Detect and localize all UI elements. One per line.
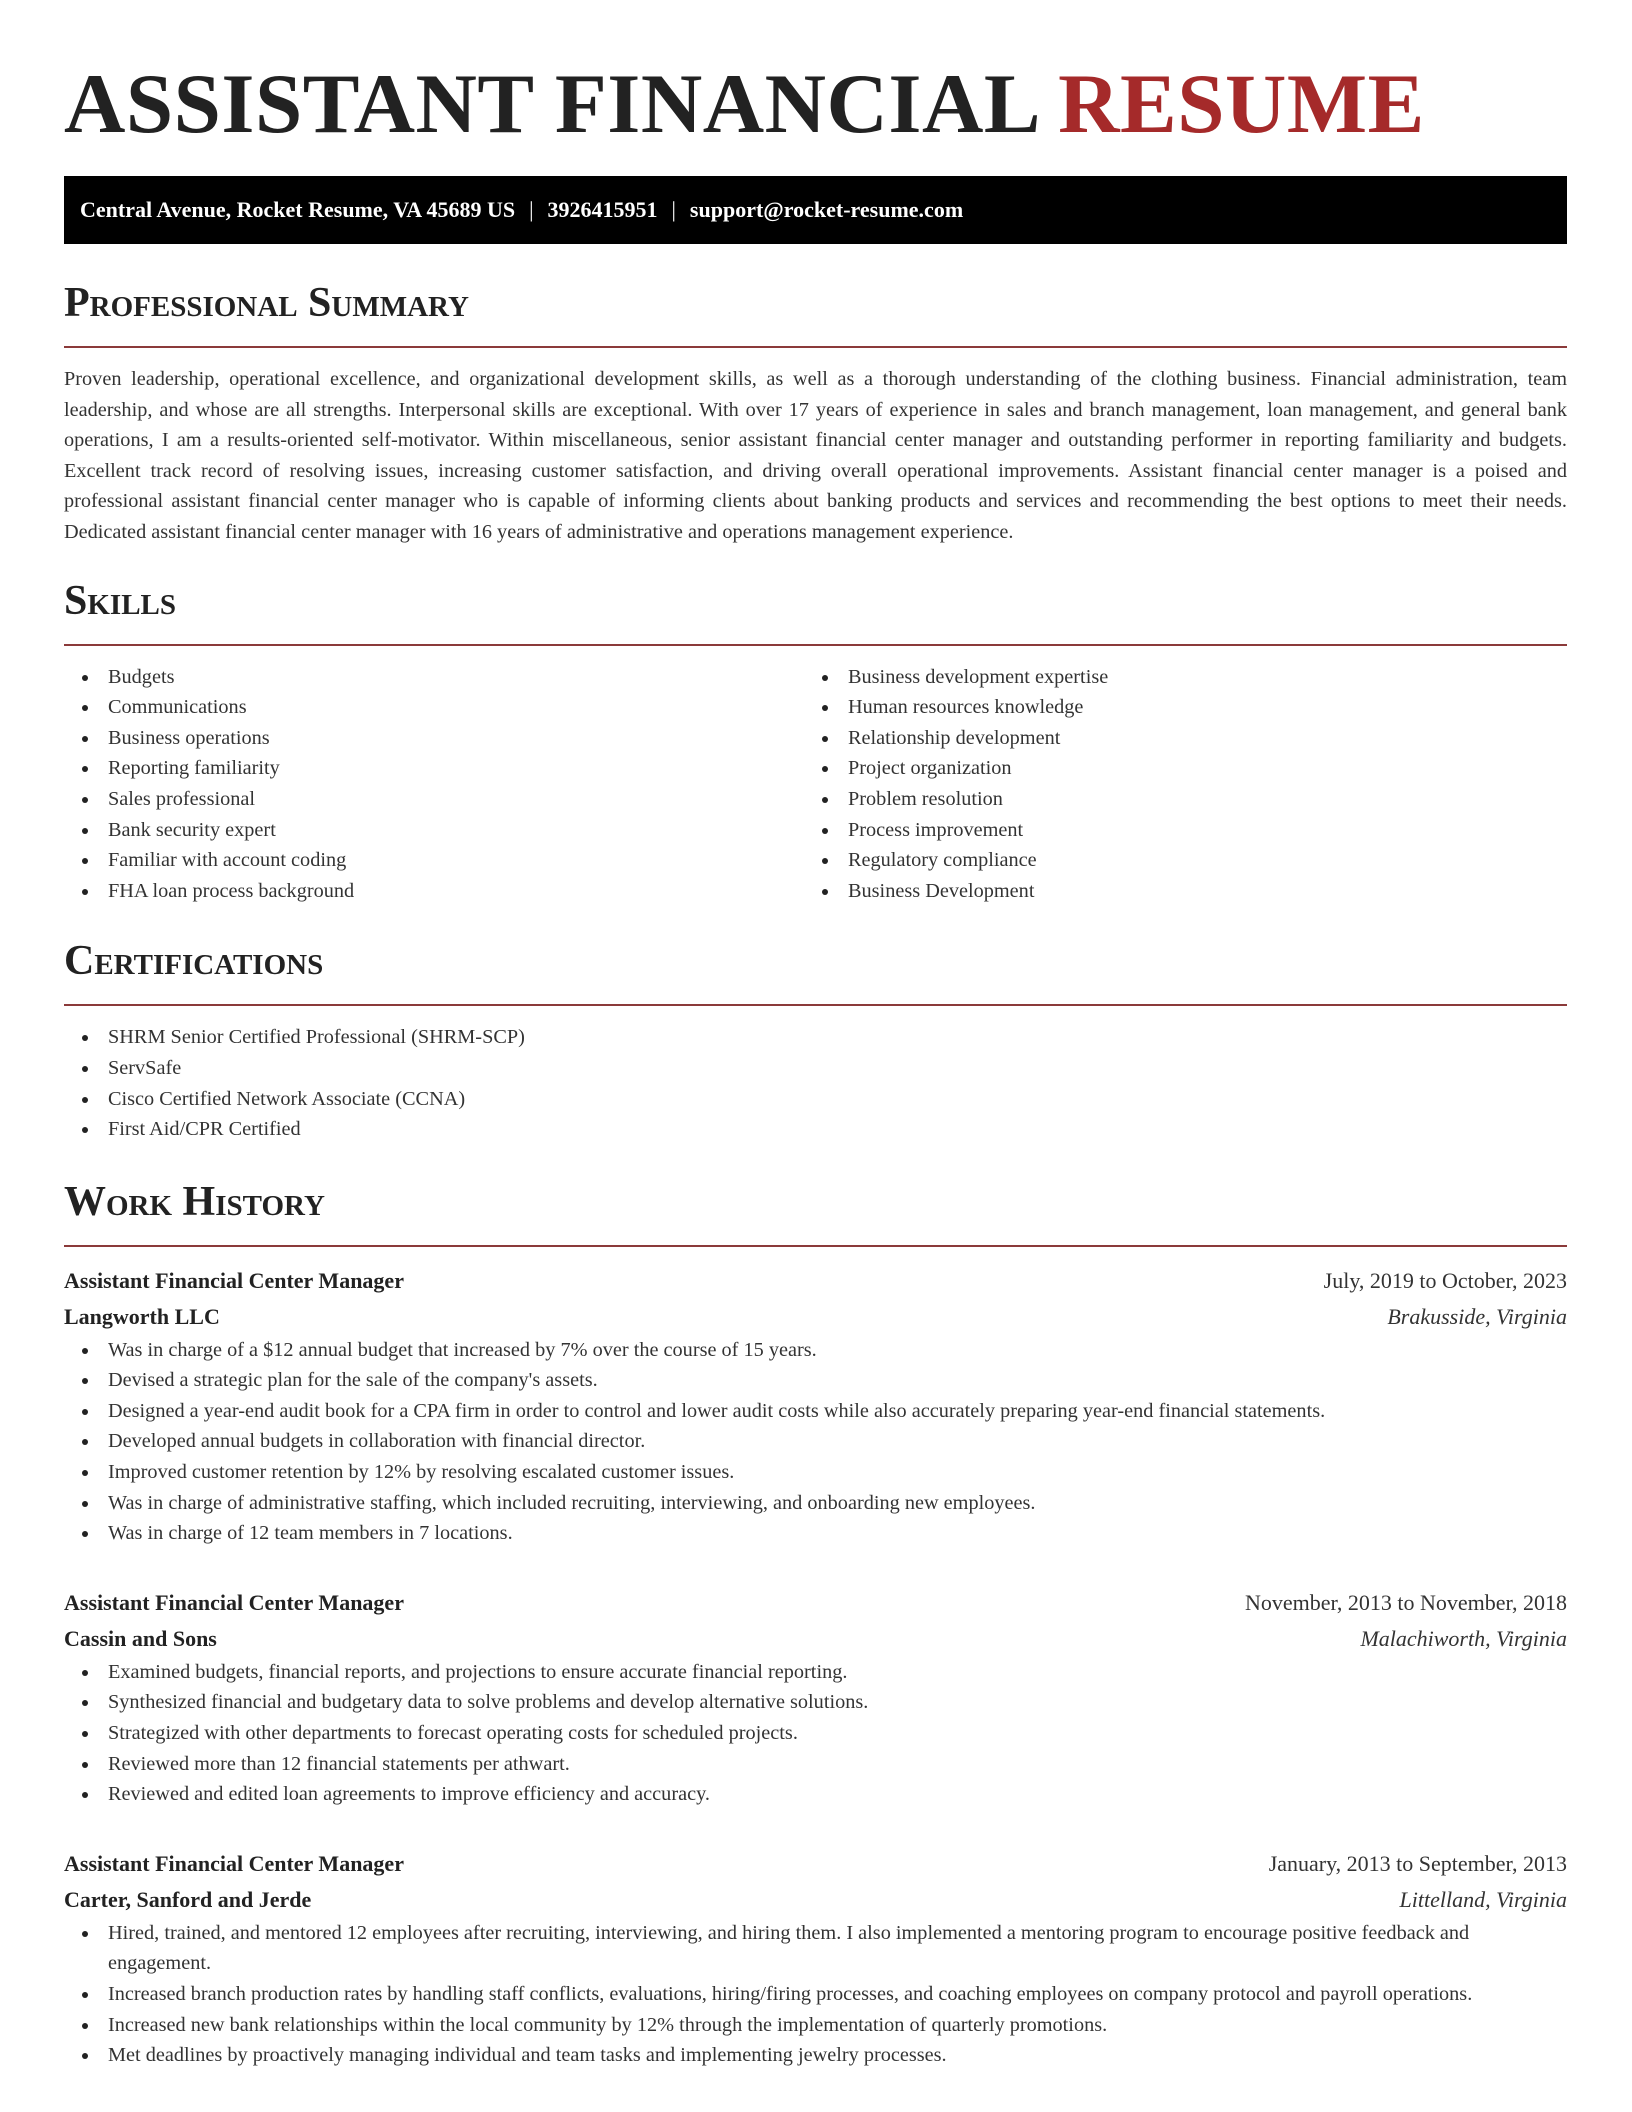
resume-page: [64, 0, 1567, 2071]
job-entry: [64, 1846, 1567, 2071]
job-bullet: Reviewed and edited loan agreements to improve efficiency and accuracy.: [108, 1779, 1567, 1810]
summary-section: [64, 278, 1567, 548]
certification-item: SHRM Senior Certified Professional (SHRM-SCP): [108, 1022, 1567, 1053]
section-heading-certifications: Certifications: [64, 938, 324, 985]
contact-separator: |: [529, 197, 534, 222]
job-bullet: Designed a year-end audit book for a CPA firm in order to control and lower audit costs while also accurately preparing year-end financial statements.: [108, 1396, 1567, 1427]
section-heading-summary: Professional Summary: [64, 280, 469, 326]
contact-phone: 3926415951: [547, 197, 658, 222]
job-company-row: [64, 1621, 1567, 1657]
job-location: Malachiworth, Virginia: [1360, 1625, 1567, 1651]
job-bullet: Synthesized financial and budgetary data to solve problems and develop alternative solutions.: [108, 1687, 1567, 1718]
certification-item: Cisco Certified Network Associate (CCNA): [108, 1084, 1567, 1115]
certification-item: ServSafe: [108, 1053, 1567, 1084]
job-company: Carter, Sanford and Jerde: [64, 1886, 312, 1912]
job-header-row: [64, 1585, 1567, 1621]
skill-item: Bank security expert: [108, 815, 804, 846]
job-company-row: [64, 1299, 1567, 1335]
job-bullet: Developed annual budgets in collaboration with financial director.: [108, 1426, 1567, 1457]
job-title: Assistant Financial Center Manager: [64, 1267, 404, 1293]
certification-item: First Aid/CPR Certified: [108, 1114, 1567, 1145]
skills-list-right: [804, 662, 1544, 907]
skill-item: Reporting familiarity: [108, 753, 804, 784]
skill-item: Human resources knowledge: [848, 692, 1544, 723]
section-heading-work-history: Work History: [64, 1178, 325, 1225]
job-bullet: Was in charge of 12 team members in 7 locations.: [108, 1518, 1567, 1549]
skill-item: Regulatory compliance: [848, 845, 1544, 876]
job-header-row: [64, 1263, 1567, 1299]
job-bullet: Strategized with other departments to forecast operating costs for scheduled projects.: [108, 1718, 1567, 1749]
skill-item: Process improvement: [848, 815, 1544, 846]
job-entry: [64, 1263, 1567, 1549]
skill-item: Business operations: [108, 723, 804, 754]
skill-item: Communications: [108, 692, 804, 723]
job-bullet: Devised a strategic plan for the sale of the company's assets.: [108, 1365, 1567, 1396]
job-bullets: [64, 1657, 1567, 1810]
certifications-section: [64, 936, 1567, 1144]
title-main: ASSISTANT FINANCIAL: [64, 57, 1037, 151]
title-accent: RESUME: [1058, 57, 1425, 151]
skill-item: Budgets: [108, 662, 804, 693]
job-entry: [64, 1585, 1567, 1810]
certifications-list: [64, 1022, 1567, 1144]
job-company-row: [64, 1882, 1567, 1918]
skill-item: Business development expertise: [848, 662, 1544, 693]
job-title: Assistant Financial Center Manager: [64, 1589, 404, 1615]
section-heading-skills: Skills: [64, 577, 177, 624]
job-dates: July, 2019 to October, 2023: [1323, 1267, 1567, 1293]
job-bullet: Increased new bank relationships within the local community by 12% through the implementation of quarterly promotions.: [108, 2010, 1567, 2041]
job-bullet: Met deadlines by proactively managing individual and team tasks and implementing jewelry processes.: [108, 2040, 1567, 2071]
job-dates: January, 2013 to September, 2013: [1268, 1850, 1567, 1876]
job-company: Langworth LLC: [64, 1303, 220, 1329]
job-bullets: [64, 1918, 1567, 2071]
skills-grid: [64, 662, 1567, 907]
job-bullets: [64, 1335, 1567, 1549]
contact-email[interactable]: support@rocket-resume.com: [689, 197, 964, 222]
job-company: Cassin and Sons: [64, 1625, 217, 1651]
contact-separator: |: [671, 197, 676, 222]
section-divider: [64, 346, 1567, 348]
work-history-section: [64, 1177, 1567, 2071]
contact-address: Central Avenue, Rocket Resume, VA 45689 US: [80, 197, 516, 222]
job-bullet: Examined budgets, financial reports, and projections to ensure accurate financial reporting.: [108, 1657, 1567, 1688]
skill-item: Problem resolution: [848, 784, 1544, 815]
skill-item: Sales professional: [108, 784, 804, 815]
resume-title: [64, 0, 1567, 150]
job-location: Brakusside, Virginia: [1387, 1303, 1567, 1329]
contact-bar: [64, 176, 1567, 244]
job-bullet: Increased branch production rates by handling staff conflicts, evaluations, hiring/firing processes, and coaching employees on company protocol and payroll operations.: [108, 1979, 1567, 2010]
skills-column-right: [804, 662, 1544, 907]
skill-item: FHA loan process background: [108, 876, 804, 907]
section-divider: [64, 1004, 1567, 1006]
skills-section: [64, 576, 1567, 907]
skill-item: Business Development: [848, 876, 1544, 907]
skill-item: Familiar with account coding: [108, 845, 804, 876]
job-location: Littelland, Virginia: [1399, 1886, 1567, 1912]
section-divider: [64, 644, 1567, 646]
job-bullet: Was in charge of administrative staffing, which included recruiting, interviewing, and onboarding new employees.: [108, 1488, 1567, 1519]
skill-item: Project organization: [848, 753, 1544, 784]
skill-item: Relationship development: [848, 723, 1544, 754]
summary-text: Proven leadership, operational excellence, and organizational development skills, as well as a thorough understanding of the clothing business. Financial administration, team leadership, and whose are all strengths. Interpersonal skills are exceptional. With over 17 years of experience in sales and branch management, loan management, and general bank operations, I am a results-oriented self-motivator. Within miscellaneous, senior assistant financial center manager and outstanding performer in reporting familiarity and budgets. Excellent track record of resolving issues, increasing customer satisfaction, and driving overall operational improvements. Assistant financial center manager is a poised and professional assistant financial center manager who is capable of informing clients about banking products and services and recommending the best options to meet their needs. Dedicated assistant financial center manager with 16 years of administrative and operations management experience.: [64, 368, 1567, 543]
job-bullet: Was in charge of a $12 annual budget that increased by 7% over the course of 15 years.: [108, 1335, 1567, 1366]
skills-column-left: [64, 662, 804, 907]
job-bullet: Reviewed more than 12 financial statements per athwart.: [108, 1749, 1567, 1780]
job-bullet: Hired, trained, and mentored 12 employees after recruiting, interviewing, and hiring them. I also implemented a mentoring program to encourage positive feedback and engagement.: [108, 1918, 1567, 1979]
job-dates: November, 2013 to November, 2018: [1244, 1589, 1567, 1615]
section-divider: [64, 1245, 1567, 1247]
job-title: Assistant Financial Center Manager: [64, 1850, 404, 1876]
job-bullet: Improved customer retention by 12% by resolving escalated customer issues.: [108, 1457, 1567, 1488]
job-header-row: [64, 1846, 1567, 1882]
skills-list-left: [64, 662, 804, 907]
